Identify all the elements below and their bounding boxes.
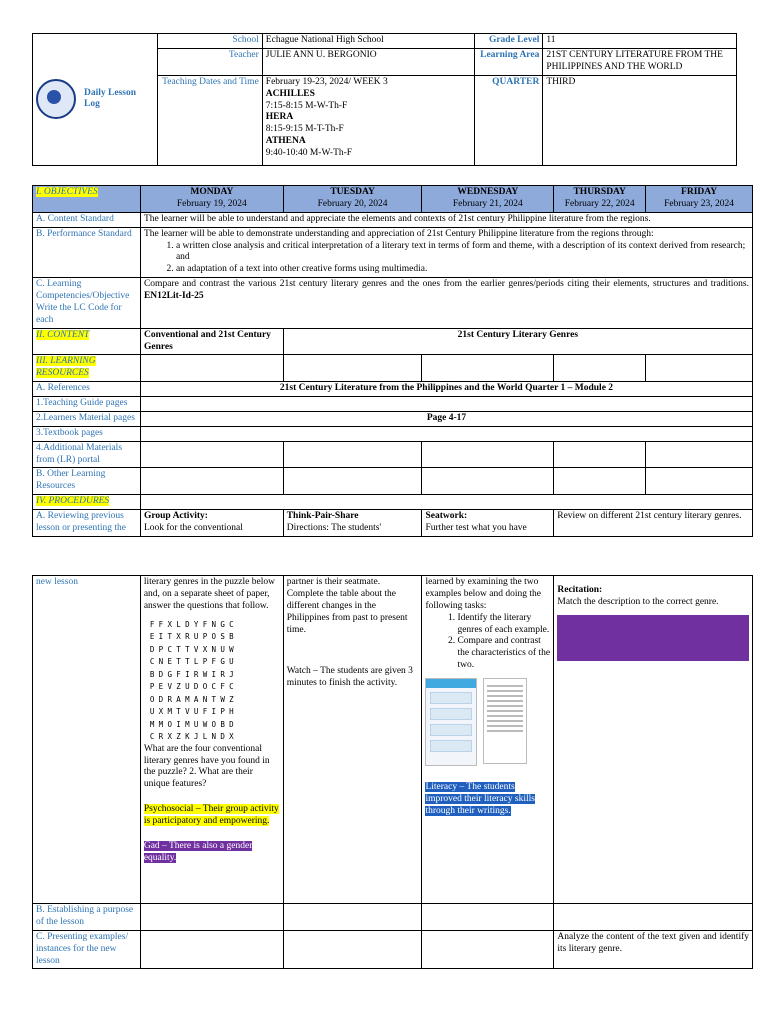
competencies-cell bbox=[140, 278, 752, 329]
deped-seal-icon bbox=[36, 79, 76, 119]
quarter-value: THIRD bbox=[543, 75, 737, 165]
review-monday-cont bbox=[140, 576, 283, 904]
teacher-label: Teacher bbox=[157, 49, 262, 76]
performance-standard-label: B. Performance Standard bbox=[33, 227, 141, 278]
recitation-image bbox=[557, 615, 749, 661]
content-label-cell bbox=[33, 328, 141, 355]
psychosocial-note: Psychosocial – Their group activity is participatory and empowering. bbox=[143, 804, 279, 826]
area-label: Learning Area bbox=[475, 49, 543, 76]
day-date: February 21, 2024 bbox=[452, 198, 523, 209]
activity-title: Seatwork: bbox=[425, 511, 468, 521]
literacy-note: Literacy – The students improved their literacy skills through their writings. bbox=[425, 782, 535, 816]
word-puzzle bbox=[150, 619, 280, 744]
empty-cell bbox=[283, 930, 422, 969]
content-standard-text: The learner will be able to understand and appreciate the elements and contexts of 21st century Philippine literature from the regions. bbox=[140, 212, 752, 227]
empty-cell bbox=[554, 355, 646, 382]
review-thursday-cont bbox=[554, 576, 753, 904]
school-label: School bbox=[157, 34, 262, 49]
tg-label: 1.Teaching Guide pages bbox=[33, 397, 141, 412]
empty-cell bbox=[140, 441, 283, 468]
section-name: HERA bbox=[265, 112, 294, 123]
activity-text: Further test what you have bbox=[425, 522, 527, 533]
puzzle-row: MMOIMUWOBD bbox=[149, 719, 238, 729]
recitation-title: Recitation: bbox=[557, 585, 603, 595]
list-item: 2. an adaptation of a text into other creative forms using multimedia. bbox=[176, 264, 749, 276]
section-name: ACHILLES bbox=[265, 88, 315, 99]
competencies-text: Compare and contrast the various 21st century literary genres and the ones from the earlier genres/periods citing their elements, structures and traditions. bbox=[143, 279, 749, 290]
performance-list bbox=[144, 241, 749, 277]
empty-cell bbox=[140, 495, 752, 510]
review-tuesday-cont bbox=[283, 576, 422, 904]
empty-cell bbox=[646, 355, 753, 382]
puzzle-row: BDGFIRWIRJ bbox=[149, 669, 238, 679]
competencies-label: C. Learning Competencies/Objective Write the LC Code for each bbox=[33, 278, 141, 329]
puzzle-row: CRXZKJLNDX bbox=[149, 732, 238, 742]
puzzle-row: DPCTTVXNUW bbox=[149, 644, 238, 654]
references-text: 21st Century Literature from the Philippines and the World Quarter 1 – Module 2 bbox=[140, 382, 752, 397]
list-item: 1. a written close analysis and critical interpretation of a literary text in terms of form and theme, with a description of its context derived from research; and bbox=[176, 241, 749, 265]
performance-standard-text: The learner will be able to demonstrate understanding and appreciation of 21st Century Philippine literature from the regions through: bbox=[143, 228, 654, 239]
review-monday bbox=[140, 510, 283, 537]
examples-label: C. Presenting examples/ instances for the new lesson bbox=[33, 930, 141, 969]
procedures-label-cell bbox=[33, 495, 141, 510]
area-value: 21ST CENTURY LITERATURE FROM THE PHILIPPINES AND THE WORLD bbox=[543, 49, 737, 76]
activity-text: partner is their seatmate. Complete the table about the different changes in the Philippines from past to present time. bbox=[286, 577, 408, 635]
day-header-friday bbox=[646, 186, 753, 213]
empty-cell bbox=[140, 397, 752, 412]
puzzle-row: PEVZUDOCFC bbox=[149, 682, 238, 692]
gad-note: Gad – There is also a gender equality. bbox=[143, 840, 253, 863]
day-header-thursday bbox=[554, 186, 646, 213]
empty-cell bbox=[554, 904, 753, 931]
review-wednesday bbox=[422, 510, 554, 537]
dates-label: Teaching Dates and Time bbox=[157, 75, 262, 165]
content-standard-label: A. Content Standard bbox=[33, 212, 141, 227]
day-date: February 22, 2024 bbox=[564, 198, 635, 209]
day-name: MONDAY bbox=[190, 187, 234, 197]
grade-value: 11 bbox=[543, 34, 737, 49]
day-header-wednesday bbox=[422, 186, 554, 213]
empty-cell bbox=[283, 355, 422, 382]
list-item: 2. Compare and contrast the characteristics of the two. bbox=[457, 636, 550, 672]
dates-value bbox=[262, 75, 475, 165]
section-name: ATHENA bbox=[265, 136, 306, 147]
dates-text: February 19-23, 2024/ WEEK 3 bbox=[265, 76, 388, 87]
day-name: TUESDAY bbox=[330, 187, 375, 197]
chat-example-image bbox=[425, 678, 477, 766]
content-monday: Conventional and 21st Century Genres bbox=[140, 328, 283, 355]
dll-title: Daily Lesson Log bbox=[84, 87, 136, 110]
lm-label: 2.Learners Material pages bbox=[33, 411, 141, 426]
task-list bbox=[425, 613, 550, 672]
header-table bbox=[32, 33, 737, 166]
school-value: Echague National High School bbox=[262, 34, 475, 49]
day-name: THURSDAY bbox=[573, 187, 626, 197]
lesson-table-continued bbox=[32, 575, 753, 969]
activity-text: learned by examining the two examples below and doing the following tasks: bbox=[425, 577, 542, 611]
purpose-label: B. Establishing a purpose of the lesson bbox=[33, 904, 141, 931]
review-label-cont: new lesson bbox=[33, 576, 141, 904]
examples-thursday: Analyze the content of the text given and identify its literary genre. bbox=[554, 930, 753, 969]
references-label: A. References bbox=[33, 382, 141, 397]
logo-cell bbox=[33, 34, 158, 166]
objectives-label: I. OBJECTIVES bbox=[36, 187, 98, 197]
resources-label-cell bbox=[33, 355, 141, 382]
activity-title: Group Activity: bbox=[143, 511, 208, 521]
empty-cell bbox=[646, 468, 753, 495]
procedures-label: IV. PROCEDURES bbox=[36, 496, 110, 507]
objectives-header-cell bbox=[33, 186, 141, 213]
empty-cell bbox=[422, 468, 554, 495]
other-resources-label: B. Other Learning Resources bbox=[33, 468, 141, 495]
empty-cell bbox=[140, 904, 283, 931]
lm-pages: Page 4-17 bbox=[140, 411, 752, 426]
additional-label: 4.Additional Materials from (LR) portal bbox=[33, 441, 141, 468]
puzzle-row: ODRAMANTWZ bbox=[149, 694, 238, 704]
section-time: 8:15-9:15 M-T-Th-F bbox=[265, 124, 344, 135]
day-date: February 23, 2024 bbox=[664, 198, 735, 209]
activity-text: Directions: The students' bbox=[286, 522, 382, 533]
empty-cell bbox=[422, 904, 554, 931]
empty-cell bbox=[283, 468, 422, 495]
watch-note: Watch – The students are given 3 minutes to finish the activity. bbox=[286, 666, 413, 689]
empty-cell bbox=[422, 355, 554, 382]
empty-cell bbox=[646, 441, 753, 468]
review-wednesday-cont bbox=[422, 576, 554, 904]
activity-title: Think-Pair-Share bbox=[286, 511, 359, 521]
competency-code: EN12Lit-Id-25 bbox=[143, 291, 204, 301]
review-thursday: Review on different 21st century literary genres. bbox=[554, 510, 753, 537]
puzzle-row: EITXRUPOSB bbox=[149, 632, 238, 642]
content-rest: 21st Century Literary Genres bbox=[283, 328, 752, 355]
teacher-value: JULIE ANN U. BERGONIO bbox=[262, 49, 475, 76]
empty-cell bbox=[554, 441, 646, 468]
lesson-table bbox=[32, 185, 753, 537]
empty-cell bbox=[140, 426, 752, 441]
empty-cell bbox=[140, 468, 283, 495]
day-date: February 20, 2024 bbox=[317, 198, 388, 209]
example-screenshots bbox=[425, 678, 550, 766]
day-name: FRIDAY bbox=[681, 187, 718, 197]
empty-cell bbox=[140, 355, 283, 382]
empty-cell bbox=[422, 441, 554, 468]
content-label: II. CONTENT bbox=[36, 329, 90, 340]
activity-text: Look for the conventional bbox=[143, 522, 243, 533]
puzzle-row: UXMTVUFIPH bbox=[149, 707, 238, 717]
day-date: February 19, 2024 bbox=[176, 198, 247, 209]
day-name: WEDNESDAY bbox=[457, 187, 519, 197]
quarter-label: QUARTER bbox=[475, 75, 543, 165]
day-header-tuesday bbox=[283, 186, 422, 213]
section-time: 9:40-10:40 M-W-Th-F bbox=[265, 148, 353, 158]
review-label: A. Reviewing previous lesson or presenting the bbox=[33, 510, 141, 537]
activity-questions: What are the four conventional literary genres have you found in the puzzle? 2. What are their unique features? bbox=[143, 743, 270, 790]
document-example-image bbox=[483, 678, 527, 764]
list-item: 1. Identify the literary genres of each example. bbox=[457, 613, 550, 637]
puzzle-row: FFXLDYFNGC bbox=[149, 619, 238, 629]
empty-cell bbox=[422, 930, 554, 969]
empty-cell bbox=[283, 904, 422, 931]
performance-standard-cell bbox=[140, 227, 752, 278]
grade-label: Grade Level bbox=[475, 34, 543, 49]
textbook-label: 3.Textbook pages bbox=[33, 426, 141, 441]
empty-cell bbox=[554, 468, 646, 495]
day-header-monday bbox=[140, 186, 283, 213]
empty-cell bbox=[140, 930, 283, 969]
resources-label: III. LEARNING RESOURCES bbox=[36, 356, 96, 379]
recitation-text: Match the description to the correct genre. bbox=[557, 596, 719, 607]
activity-text: literary genres in the puzzle below and, on a separate sheet of paper, answer the questions that follow. bbox=[143, 577, 275, 611]
section-time: 7:15-8:15 M-W-Th-F bbox=[265, 100, 348, 111]
puzzle-row: CNETTLPFGU bbox=[149, 657, 238, 667]
empty-cell bbox=[283, 441, 422, 468]
review-tuesday bbox=[283, 510, 422, 537]
